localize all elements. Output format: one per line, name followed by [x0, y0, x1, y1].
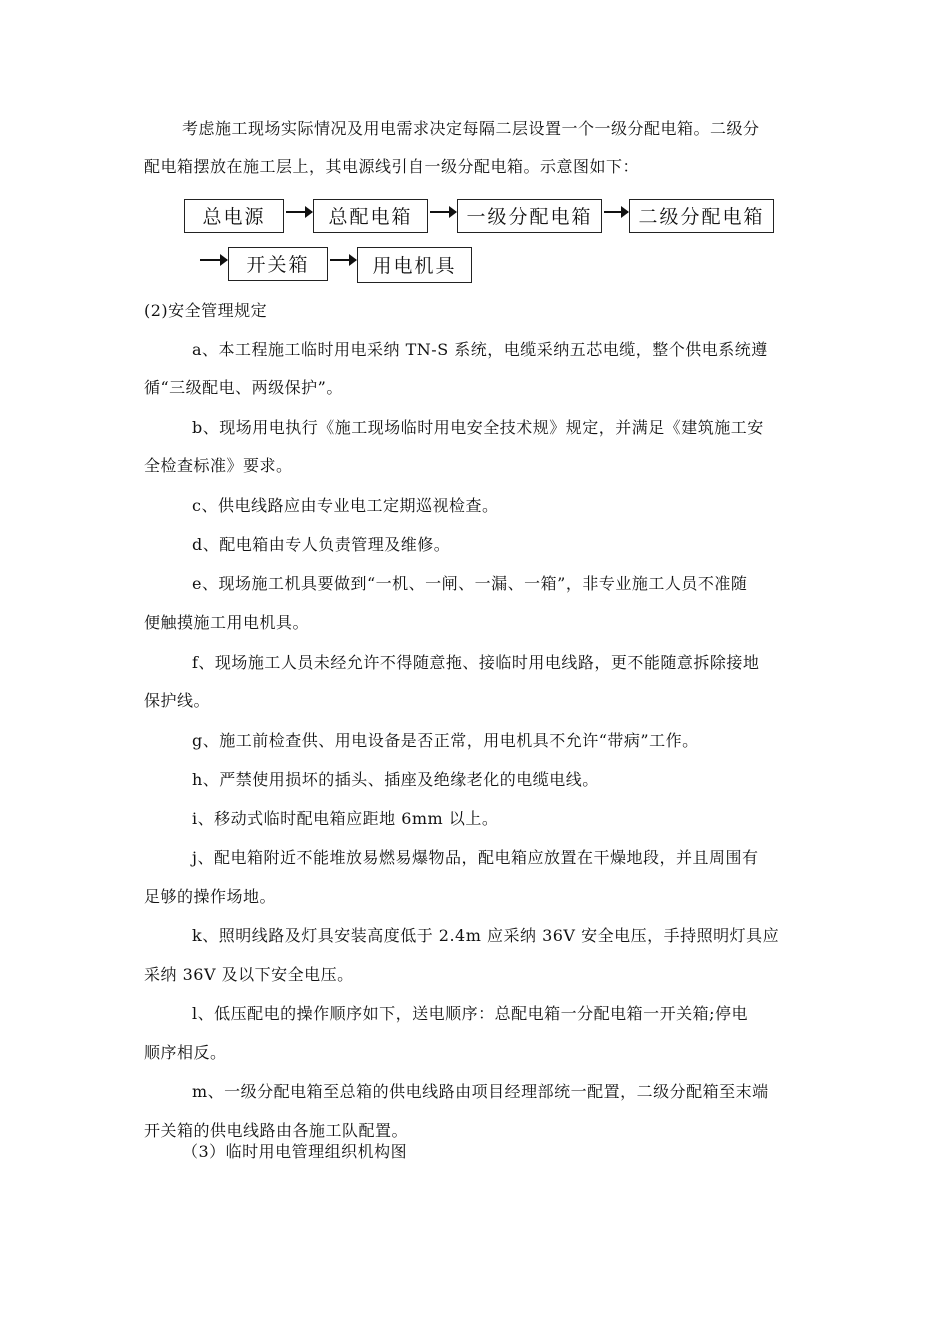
rule-e-line-1: e、现场施工机具要做到“一机、一闸、一漏、一箱”，非专业施工人员不准随 [192, 574, 748, 593]
flow-box-switch-box: 开关箱 [228, 247, 328, 281]
rule-m-line-1: m、一级分配电箱至总箱的供电线路由项目经理部统一配置，二级分配箱至末端 [192, 1082, 769, 1101]
flow-box-level1-distribution: 一级分配电箱 [457, 199, 602, 233]
rule-j-line-2: 足够的操作场地。 [144, 887, 277, 906]
flow-box-electric-equipment: 用电机具 [357, 247, 472, 283]
rule-f-line-1: f、现场施工人员未经允许不得随意拖、接临时用电线路，更不能随意拆除接地 [192, 653, 760, 672]
rule-f-line-2: 保护线。 [144, 691, 211, 710]
flow-arrow-icon [286, 211, 312, 213]
rule-m-line-2: 开关箱的供电线路由各施工队配置。 [144, 1121, 409, 1140]
rule-d: d、配电箱由专人负责管理及维修。 [192, 535, 451, 554]
flow-box-main-power: 总电源 [184, 199, 284, 233]
rule-k-line-1: k、照明线路及灯具安装高度低于 2.4m 应采纳 36V 安全电压，手持照明灯具应 [192, 926, 780, 945]
rule-i: i、移动式临时配电箱应距地 6mm 以上。 [192, 809, 499, 828]
rule-e-line-2: 便触摸施工用电机具。 [144, 613, 310, 632]
flow-box-level2-distribution: 二级分配电箱 [629, 199, 774, 233]
flow-arrow-icon [430, 211, 456, 213]
rule-a-line-1: a、本工程施工临时用电采纳 TN-S 系统，电缆采纳五芯电缆，整个供电系统遵 [192, 340, 768, 359]
flow-arrow-icon [330, 259, 356, 261]
flow-arrow-icon [604, 211, 628, 213]
rule-c: c、供电线路应由专业电工定期巡视检查。 [192, 496, 499, 515]
intro-line-1: 考虑施工现场实际情况及用电需求决定每隔二层设置一个一级分配电箱。二级分 [182, 119, 760, 138]
rule-b-line-2: 全检查标准》要求。 [144, 456, 293, 475]
rule-j-line-1: j、配电箱附近不能堆放易燃易爆物品，配电箱应放置在干燥地段，并且周围有 [192, 848, 759, 867]
intro-line-2: 配电箱摆放在施工层上，其电源线引自一级分配电箱。示意图如下： [144, 157, 640, 176]
section-heading: （3）临时用电管理组织机构图 [182, 1142, 408, 1161]
flow-box-main-distribution: 总配电箱 [313, 199, 428, 233]
section-heading: (2)安全管理规定 [144, 301, 268, 320]
rule-h: h、严禁使用损坏的插头、插座及绝缘老化的电缆电线。 [192, 770, 599, 789]
rule-a-line-2: 循“三级配电、两级保护”。 [144, 378, 343, 397]
rule-b-line-1: b、现场用电执行《施工现场临时用电安全技术规》规定，并满足《建筑施工安 [192, 418, 764, 437]
rule-l-line-1: l、低压配电的操作顺序如下，送电顺序：总配电箱一分配电箱一开关箱;停电 [192, 1004, 749, 1023]
flow-arrow-icon [200, 259, 227, 261]
rule-k-line-2: 采纳 36V 及以下安全电压。 [144, 965, 354, 984]
rule-g: g、施工前检查供、用电设备是否正常，用电机具不允许“带病”工作。 [192, 731, 699, 750]
rule-l-line-2: 顺序相反。 [144, 1043, 227, 1062]
